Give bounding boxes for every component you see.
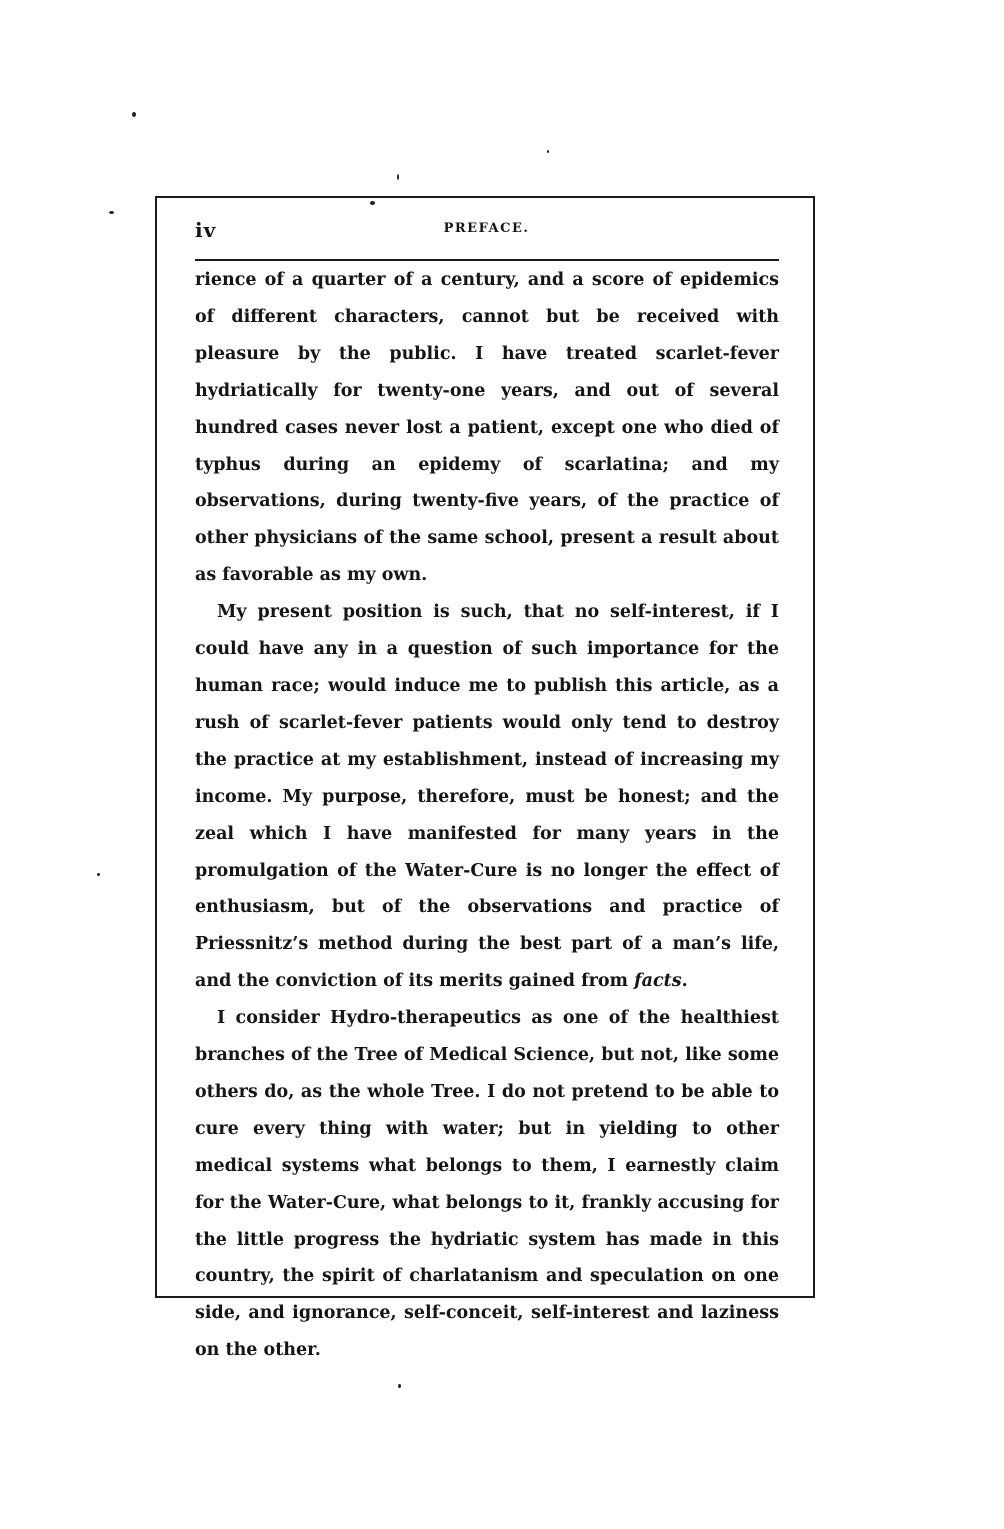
paragraph-text-end: . [681, 971, 688, 992]
paragraph [195, 594, 779, 1000]
emphasis-text: facts [634, 971, 682, 992]
scan-speck [397, 174, 399, 180]
running-head [195, 218, 778, 242]
body-text [195, 262, 779, 1369]
scan-speck [109, 211, 114, 214]
scan-speck [398, 1384, 401, 1388]
scan-speck [370, 201, 375, 205]
page-number: iv [195, 218, 217, 242]
scan-speck [97, 873, 100, 876]
paragraph: I consider Hydro-therapeutics as one of the healthiest branches of the Tree of Medical Science, but not, like some others do, as the whole Tree. I do not pretend to be able to cure every thing with water; but in yielding to other medical systems what belongs to them, I earnestly claim for the Water-Cure, what belongs to it, frankly accusing for the little progress the hydriatic system has made in this country, the spirit of charlatanism and speculation on one side, and ignorance, self-conceit, self-interest and laziness on the other. [195, 1008, 779, 1361]
paragraph-continued: rience of a quarter of a century, and a score of epidemics of different characters, cannot but be received with pleasure by the public. I have treated scarlet-fever hydriatically for twenty-one years, and out of several hundred cases never lost a patient, except one who died of typhus during an epidemy of scarlatina; and my observations, during twenty-five years, of the practice of other physicians of the same school, present a result about as favorable as my own. [195, 270, 779, 586]
header-rule [195, 259, 779, 261]
page-title: PREFACE. [443, 221, 530, 236]
paragraph-text: My present position is such, that no self-interest, if I could have any in a question of such importance for the human race; would induce me to publish this article, as a rush of scarlet-fever patients would only tend to destroy the practice at my establishment, instead of increasing my income. My purpose, therefore, must be honest; and the zeal which I have manifested for many years in the promulgation of the Water-Cure is no longer the effect of enthusiasm, but of the observations and practice of Priessnitz’s method during the best part of a man’s life, and the conviction of its merits gained from [195, 602, 779, 992]
scan-speck [132, 112, 136, 117]
scan-speck [547, 150, 549, 153]
